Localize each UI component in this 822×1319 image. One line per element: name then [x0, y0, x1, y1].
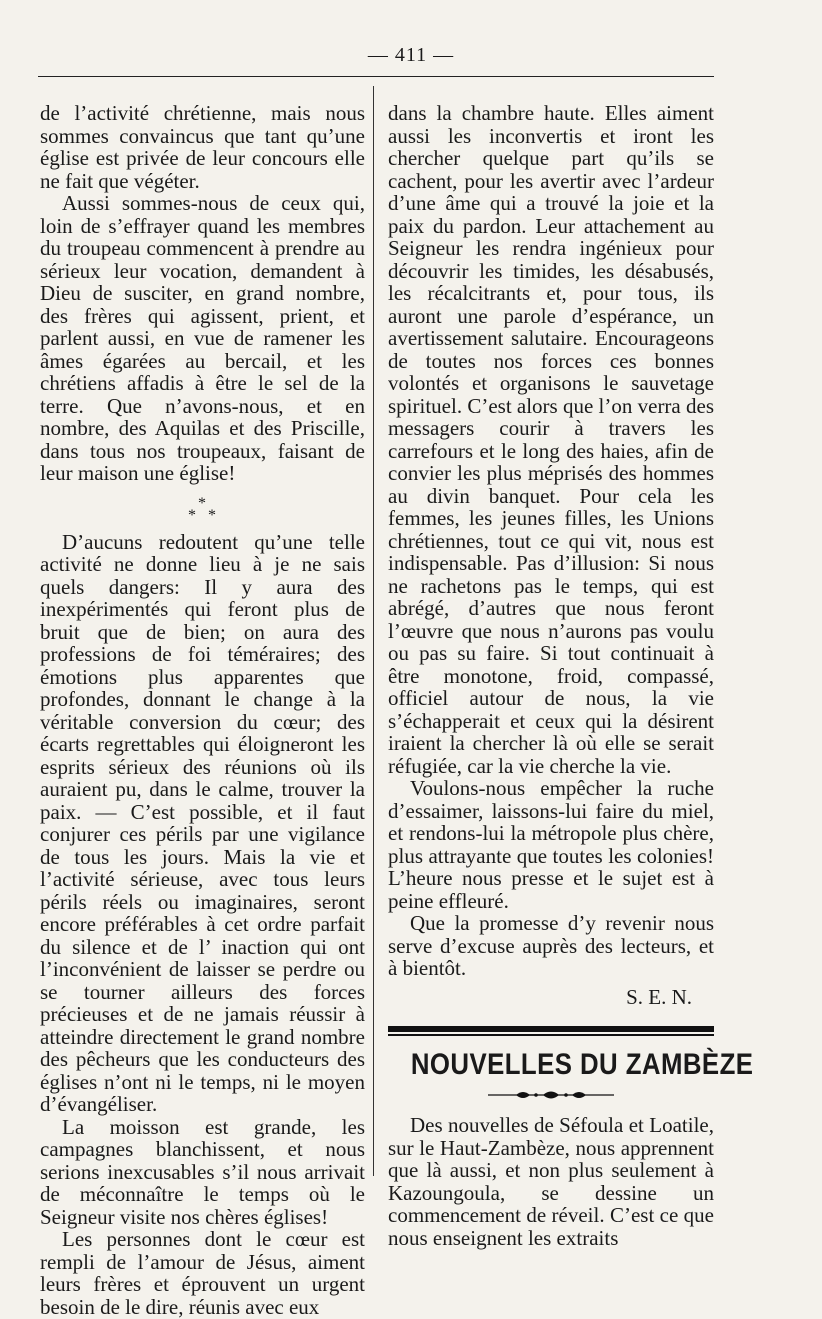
section-rule [388, 1026, 714, 1032]
right-column [388, 101, 754, 1250]
separator-star: * [208, 506, 216, 524]
paragraph: Des nouvelles de Séfoula et Loatile, sur le Haut-Zambèze, nous apprennent que là aussi, et non plus seulement à Kazoungoula, se dessine un commencement de réveil. C’est ce que nous enseignent les extraits [388, 1113, 714, 1250]
flourish-icon [486, 1088, 616, 1102]
signature: S. E. N. [626, 984, 692, 1009]
paragraph: Voulons-nous empêcher la ruche d’essaimer, laissons-lui faire du miel, et rendons-lui la métropole plus chère, plus attrayante que toutes les colonies! L’heure nous presse et le sujet est à peine effleuré. [388, 776, 714, 913]
paragraph: D’aucuns redoutent qu’une telle activité ne donne lieu à je ne sais quels dangers: Il y aura des inexpérimentés qui feront plus de bruit que de bien; on aura des professions de foi téméraires; des émotions plus apparentes que profondes, donnant le change à la véritable conversion du cœur; des écarts regrettables qui éloigneront les esprits sérieux des réunions où ils auraient pu, dans le calme, trouver la paix. — C’est possible, et il faut conjurer ces périls par une vigilance de tous les jours. Mais la vie et l’activité sérieuse, avec tous leurs périls réels ou imaginaires, seront encore préférables à cet ordre parfait du silence et de l’ inaction qui ont l’inconvénient de laisser se perdre ou se tourner ailleurs des forces précieuses et de ne jamais réussir à atteindre directement le grand nombre des pêcheurs que les conducteurs des églises n’ont ni le temps, ni le moyen d’évangéliser. [40, 529, 365, 1116]
paragraph: dans la chambre haute. Elles aiment aussi les inconvertis et iront les chercher quelque part qu’ils se cachent, pour les avertir avec l’ardeur d’une âme qui a trouvé la joie et la paix du pardon. Leur attachement au Seigneur les rendra ingénieux pour découvrir les timides, les désabusés, les récalcitrants et, pour tous, ils auront une parole d’espérance, un avertissement salutaire. Encourageons de toutes nos forces ces bonnes volontés et organisons le sauvetage spirituel. C’est alors que l’on verra des messagers courir à travers les carrefours et le long des haies, afin de convier les plus méprisés des hommes au divin banquet. Pour cela les femmes, les jeunes filles, les Unions chrétiennes, tout ce qui vit, nous est indispensable. Pas d’illusion: Si nous ne rachetons pas le temps, qui est abrégé, d’autres que nous feront l’œuvre que nous n’aurons pas voulu ou pas su faire. Si tout continuait à être monotone, froid, compassé, officiel autour de nous, la vie s’échapperait et ceux qui la désirent iraient la chercher là où elle se serait réfugiée, car la vie cherche la vie. [388, 101, 714, 778]
ornament-flourish [388, 1084, 714, 1098]
paragraph: Les personnes dont le cœur est rempli de l’amour de Jésus, aiment leurs frères et éprouvent un urgent besoin de le dire, réunis avec eux [40, 1227, 365, 1319]
section-separator [40, 485, 365, 531]
paragraph: Aussi sommes-nous de ceux qui, loin de s’effrayer quand les membres du troupeau commencent à prendre au sérieux leur vocation, demandent à Dieu de susciter, en grand nombre, des frères qui agissent, prient, et parlent aussi, en vue de ramener les âmes égarées au bercail, et les chrétiens affadis à être le sel de la terre. Que n’avons-nous, et en nombre, des Aquilas et des Priscille, dans tous nos troupeaux, faisant de leur maison une église! [40, 191, 365, 485]
paragraph: La moisson est grande, les campagnes blanchissent, et nous serions inexcusables s’il nous arrivait de méconnaître le temps où le Seigneur visite nos chères églises! [40, 1114, 365, 1229]
left-column [40, 102, 365, 1318]
header-rule [38, 76, 714, 77]
section-rule-thin [388, 1034, 714, 1036]
separator-star: * [188, 506, 196, 524]
column-divider [373, 86, 374, 1176]
page-number: — 411 — [367, 44, 455, 66]
section-title: NOUVELLES DU ZAMBÈZE [410, 1047, 754, 1081]
paragraph: Que la promesse d’y revenir nous serve d’excuse auprès des lecteurs, et à bientôt. [388, 911, 714, 980]
paragraph: de l’activité chrétienne, mais nous sommes convaincus que tant qu’une église est privée de leur concours elle ne fait que végéter. [40, 101, 365, 193]
separator-star: * [198, 494, 206, 512]
